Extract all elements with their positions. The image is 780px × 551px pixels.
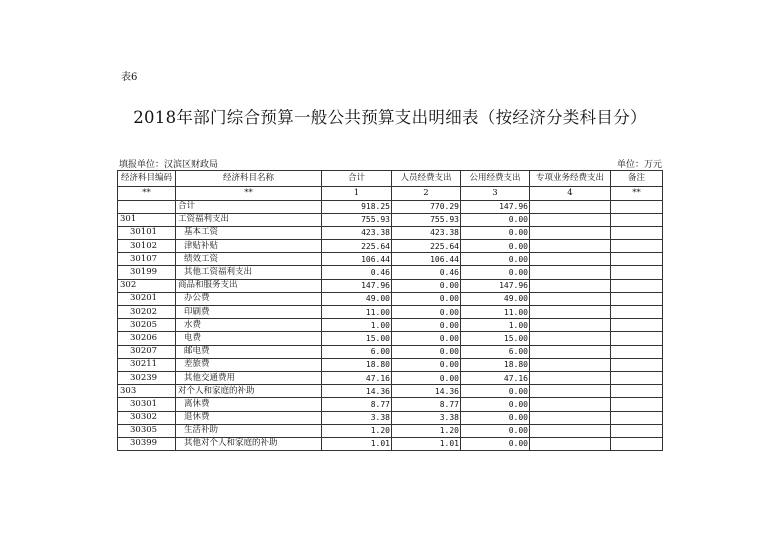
public-cell: 147.96 — [461, 279, 530, 292]
name-cell: 合计 — [176, 200, 322, 213]
special-cell — [530, 371, 611, 384]
note-cell — [611, 385, 663, 398]
code-cell: 30207 — [118, 345, 176, 358]
note-cell — [611, 226, 663, 239]
total-cell: 423.38 — [322, 226, 392, 239]
table-row — [118, 437, 663, 450]
note-cell — [611, 345, 663, 358]
table-row — [118, 200, 663, 213]
personnel-cell: 225.64 — [392, 240, 461, 253]
personnel-cell: 106.44 — [392, 253, 461, 266]
name-cell: 生活补助 — [176, 424, 322, 437]
table-row — [118, 411, 663, 424]
personnel-cell: 1.01 — [392, 437, 461, 450]
table-row — [118, 332, 663, 345]
personnel-cell: 0.00 — [392, 371, 461, 384]
personnel-cell: 0.00 — [392, 319, 461, 332]
total-cell: 918.25 — [322, 200, 392, 213]
total-cell: 8.77 — [322, 398, 392, 411]
total-cell: 6.00 — [322, 345, 392, 358]
code-cell: 30199 — [118, 266, 176, 279]
special-cell — [530, 279, 611, 292]
total-cell: 3.38 — [322, 411, 392, 424]
table-row — [118, 253, 663, 266]
name-cell: 离休费 — [176, 398, 322, 411]
header-cell: 人员经费支出 — [392, 171, 461, 187]
personnel-cell: 14.36 — [392, 385, 461, 398]
name-cell: 其他工资福利支出 — [176, 266, 322, 279]
special-cell — [530, 319, 611, 332]
note-cell — [611, 240, 663, 253]
name-cell: 津贴补贴 — [176, 240, 322, 253]
note-cell — [611, 319, 663, 332]
personnel-cell: 0.00 — [392, 279, 461, 292]
name-cell: 印刷费 — [176, 306, 322, 319]
seq-cell: ** — [118, 187, 176, 201]
header-cell: 备注 — [611, 171, 663, 187]
code-cell: 30211 — [118, 358, 176, 371]
total-cell: 47.16 — [322, 371, 392, 384]
public-cell: 0.00 — [461, 385, 530, 398]
header-cell: 经济科目编码 — [118, 171, 176, 187]
note-cell — [611, 292, 663, 305]
seq-cell: 3 — [461, 187, 530, 201]
public-cell: 0.00 — [461, 213, 530, 226]
header-cell: 合计 — [322, 171, 392, 187]
personnel-cell: 0.00 — [392, 292, 461, 305]
note-cell — [611, 358, 663, 371]
note-cell — [611, 398, 663, 411]
table-row — [118, 240, 663, 253]
personnel-cell: 1.20 — [392, 424, 461, 437]
name-cell: 其他对个人和家庭的补助 — [176, 437, 322, 450]
table-number: 表6 — [121, 72, 138, 83]
code-cell: 30399 — [118, 437, 176, 450]
name-cell: 邮电费 — [176, 345, 322, 358]
note-cell — [611, 213, 663, 226]
table-row — [118, 385, 663, 398]
header-cell: 专项业务经费支出 — [530, 171, 611, 187]
table-row — [118, 279, 663, 292]
seq-cell: 1 — [322, 187, 392, 201]
header-row — [118, 171, 663, 187]
table-row — [118, 226, 663, 239]
reporting-unit: 填报单位：汉滨区财政局 — [119, 160, 219, 170]
public-cell: 0.00 — [461, 411, 530, 424]
seq-cell: 2 — [392, 187, 461, 201]
note-cell — [611, 306, 663, 319]
personnel-cell: 3.38 — [392, 411, 461, 424]
total-cell: 225.64 — [322, 240, 392, 253]
special-cell — [530, 398, 611, 411]
special-cell — [530, 332, 611, 345]
total-cell: 0.46 — [322, 266, 392, 279]
name-cell: 对个人和家庭的补助 — [176, 385, 322, 398]
code-cell — [118, 200, 176, 213]
note-cell — [611, 200, 663, 213]
table-row — [118, 213, 663, 226]
public-cell: 49.00 — [461, 292, 530, 305]
special-cell — [530, 253, 611, 266]
personnel-cell: 770.29 — [392, 200, 461, 213]
public-cell: 18.80 — [461, 358, 530, 371]
public-cell: 0.00 — [461, 437, 530, 450]
code-cell: 30202 — [118, 306, 176, 319]
header-cell: 经济科目名称 — [176, 171, 322, 187]
public-cell: 1.00 — [461, 319, 530, 332]
special-cell — [530, 292, 611, 305]
total-cell: 755.93 — [322, 213, 392, 226]
note-cell — [611, 279, 663, 292]
special-cell — [530, 345, 611, 358]
code-cell: 30302 — [118, 411, 176, 424]
special-cell — [530, 226, 611, 239]
code-cell: 302 — [118, 279, 176, 292]
code-cell: 30305 — [118, 424, 176, 437]
table-row — [118, 345, 663, 358]
special-cell — [530, 437, 611, 450]
personnel-cell: 423.38 — [392, 226, 461, 239]
seq-cell: ** — [611, 187, 663, 201]
public-cell: 0.00 — [461, 266, 530, 279]
table-row — [118, 292, 663, 305]
personnel-cell: 0.00 — [392, 358, 461, 371]
personnel-cell: 0.00 — [392, 345, 461, 358]
public-cell: 147.96 — [461, 200, 530, 213]
special-cell — [530, 266, 611, 279]
public-cell: 0.00 — [461, 226, 530, 239]
currency-unit: 单位：万元 — [616, 160, 662, 170]
total-cell: 11.00 — [322, 306, 392, 319]
total-cell: 1.00 — [322, 319, 392, 332]
code-cell: 30206 — [118, 332, 176, 345]
total-cell: 1.01 — [322, 437, 392, 450]
code-cell: 30102 — [118, 240, 176, 253]
personnel-cell: 8.77 — [392, 398, 461, 411]
public-cell: 0.00 — [461, 398, 530, 411]
total-cell: 1.20 — [322, 424, 392, 437]
code-cell: 30201 — [118, 292, 176, 305]
personnel-cell: 0.46 — [392, 266, 461, 279]
name-cell: 其他交通费用 — [176, 371, 322, 384]
code-cell: 30205 — [118, 319, 176, 332]
code-cell: 30301 — [118, 398, 176, 411]
code-cell: 30239 — [118, 371, 176, 384]
special-cell — [530, 358, 611, 371]
note-cell — [611, 253, 663, 266]
name-cell: 电费 — [176, 332, 322, 345]
seq-cell: ** — [176, 187, 322, 201]
name-cell: 工资福利支出 — [176, 213, 322, 226]
table-row — [118, 266, 663, 279]
code-cell: 301 — [118, 213, 176, 226]
total-cell: 147.96 — [322, 279, 392, 292]
note-cell — [611, 266, 663, 279]
name-cell: 办公费 — [176, 292, 322, 305]
total-cell: 18.80 — [322, 358, 392, 371]
name-cell: 退休费 — [176, 411, 322, 424]
total-cell: 14.36 — [322, 385, 392, 398]
code-cell: 30107 — [118, 253, 176, 266]
special-cell — [530, 200, 611, 213]
page-title: 2018年部门综合预算一般公共预算支出明细表（按经济分类科目分） — [133, 108, 647, 127]
special-cell — [530, 424, 611, 437]
name-cell: 商品和服务支出 — [176, 279, 322, 292]
total-cell: 106.44 — [322, 253, 392, 266]
code-cell: 303 — [118, 385, 176, 398]
public-cell: 15.00 — [461, 332, 530, 345]
public-cell: 0.00 — [461, 424, 530, 437]
table-row — [118, 306, 663, 319]
public-cell: 47.16 — [461, 371, 530, 384]
name-cell: 水费 — [176, 319, 322, 332]
special-cell — [530, 411, 611, 424]
public-cell: 6.00 — [461, 345, 530, 358]
budget-table — [117, 170, 663, 451]
table-row — [118, 371, 663, 384]
name-cell: 绩效工资 — [176, 253, 322, 266]
table-row — [118, 424, 663, 437]
name-cell: 差旅费 — [176, 358, 322, 371]
table-row — [118, 398, 663, 411]
note-cell — [611, 371, 663, 384]
sequence-row — [118, 187, 663, 201]
personnel-cell: 0.00 — [392, 332, 461, 345]
note-cell — [611, 332, 663, 345]
table-row — [118, 319, 663, 332]
note-cell — [611, 424, 663, 437]
special-cell — [530, 240, 611, 253]
header-cell: 公用经费支出 — [461, 171, 530, 187]
special-cell — [530, 213, 611, 226]
name-cell: 基本工资 — [176, 226, 322, 239]
personnel-cell: 0.00 — [392, 306, 461, 319]
code-cell: 30101 — [118, 226, 176, 239]
total-cell: 49.00 — [322, 292, 392, 305]
personnel-cell: 755.93 — [392, 213, 461, 226]
table-row — [118, 358, 663, 371]
note-cell — [611, 437, 663, 450]
special-cell — [530, 306, 611, 319]
total-cell: 15.00 — [322, 332, 392, 345]
seq-cell: 4 — [530, 187, 611, 201]
public-cell: 11.00 — [461, 306, 530, 319]
special-cell — [530, 385, 611, 398]
public-cell: 0.00 — [461, 240, 530, 253]
note-cell — [611, 411, 663, 424]
public-cell: 0.00 — [461, 253, 530, 266]
